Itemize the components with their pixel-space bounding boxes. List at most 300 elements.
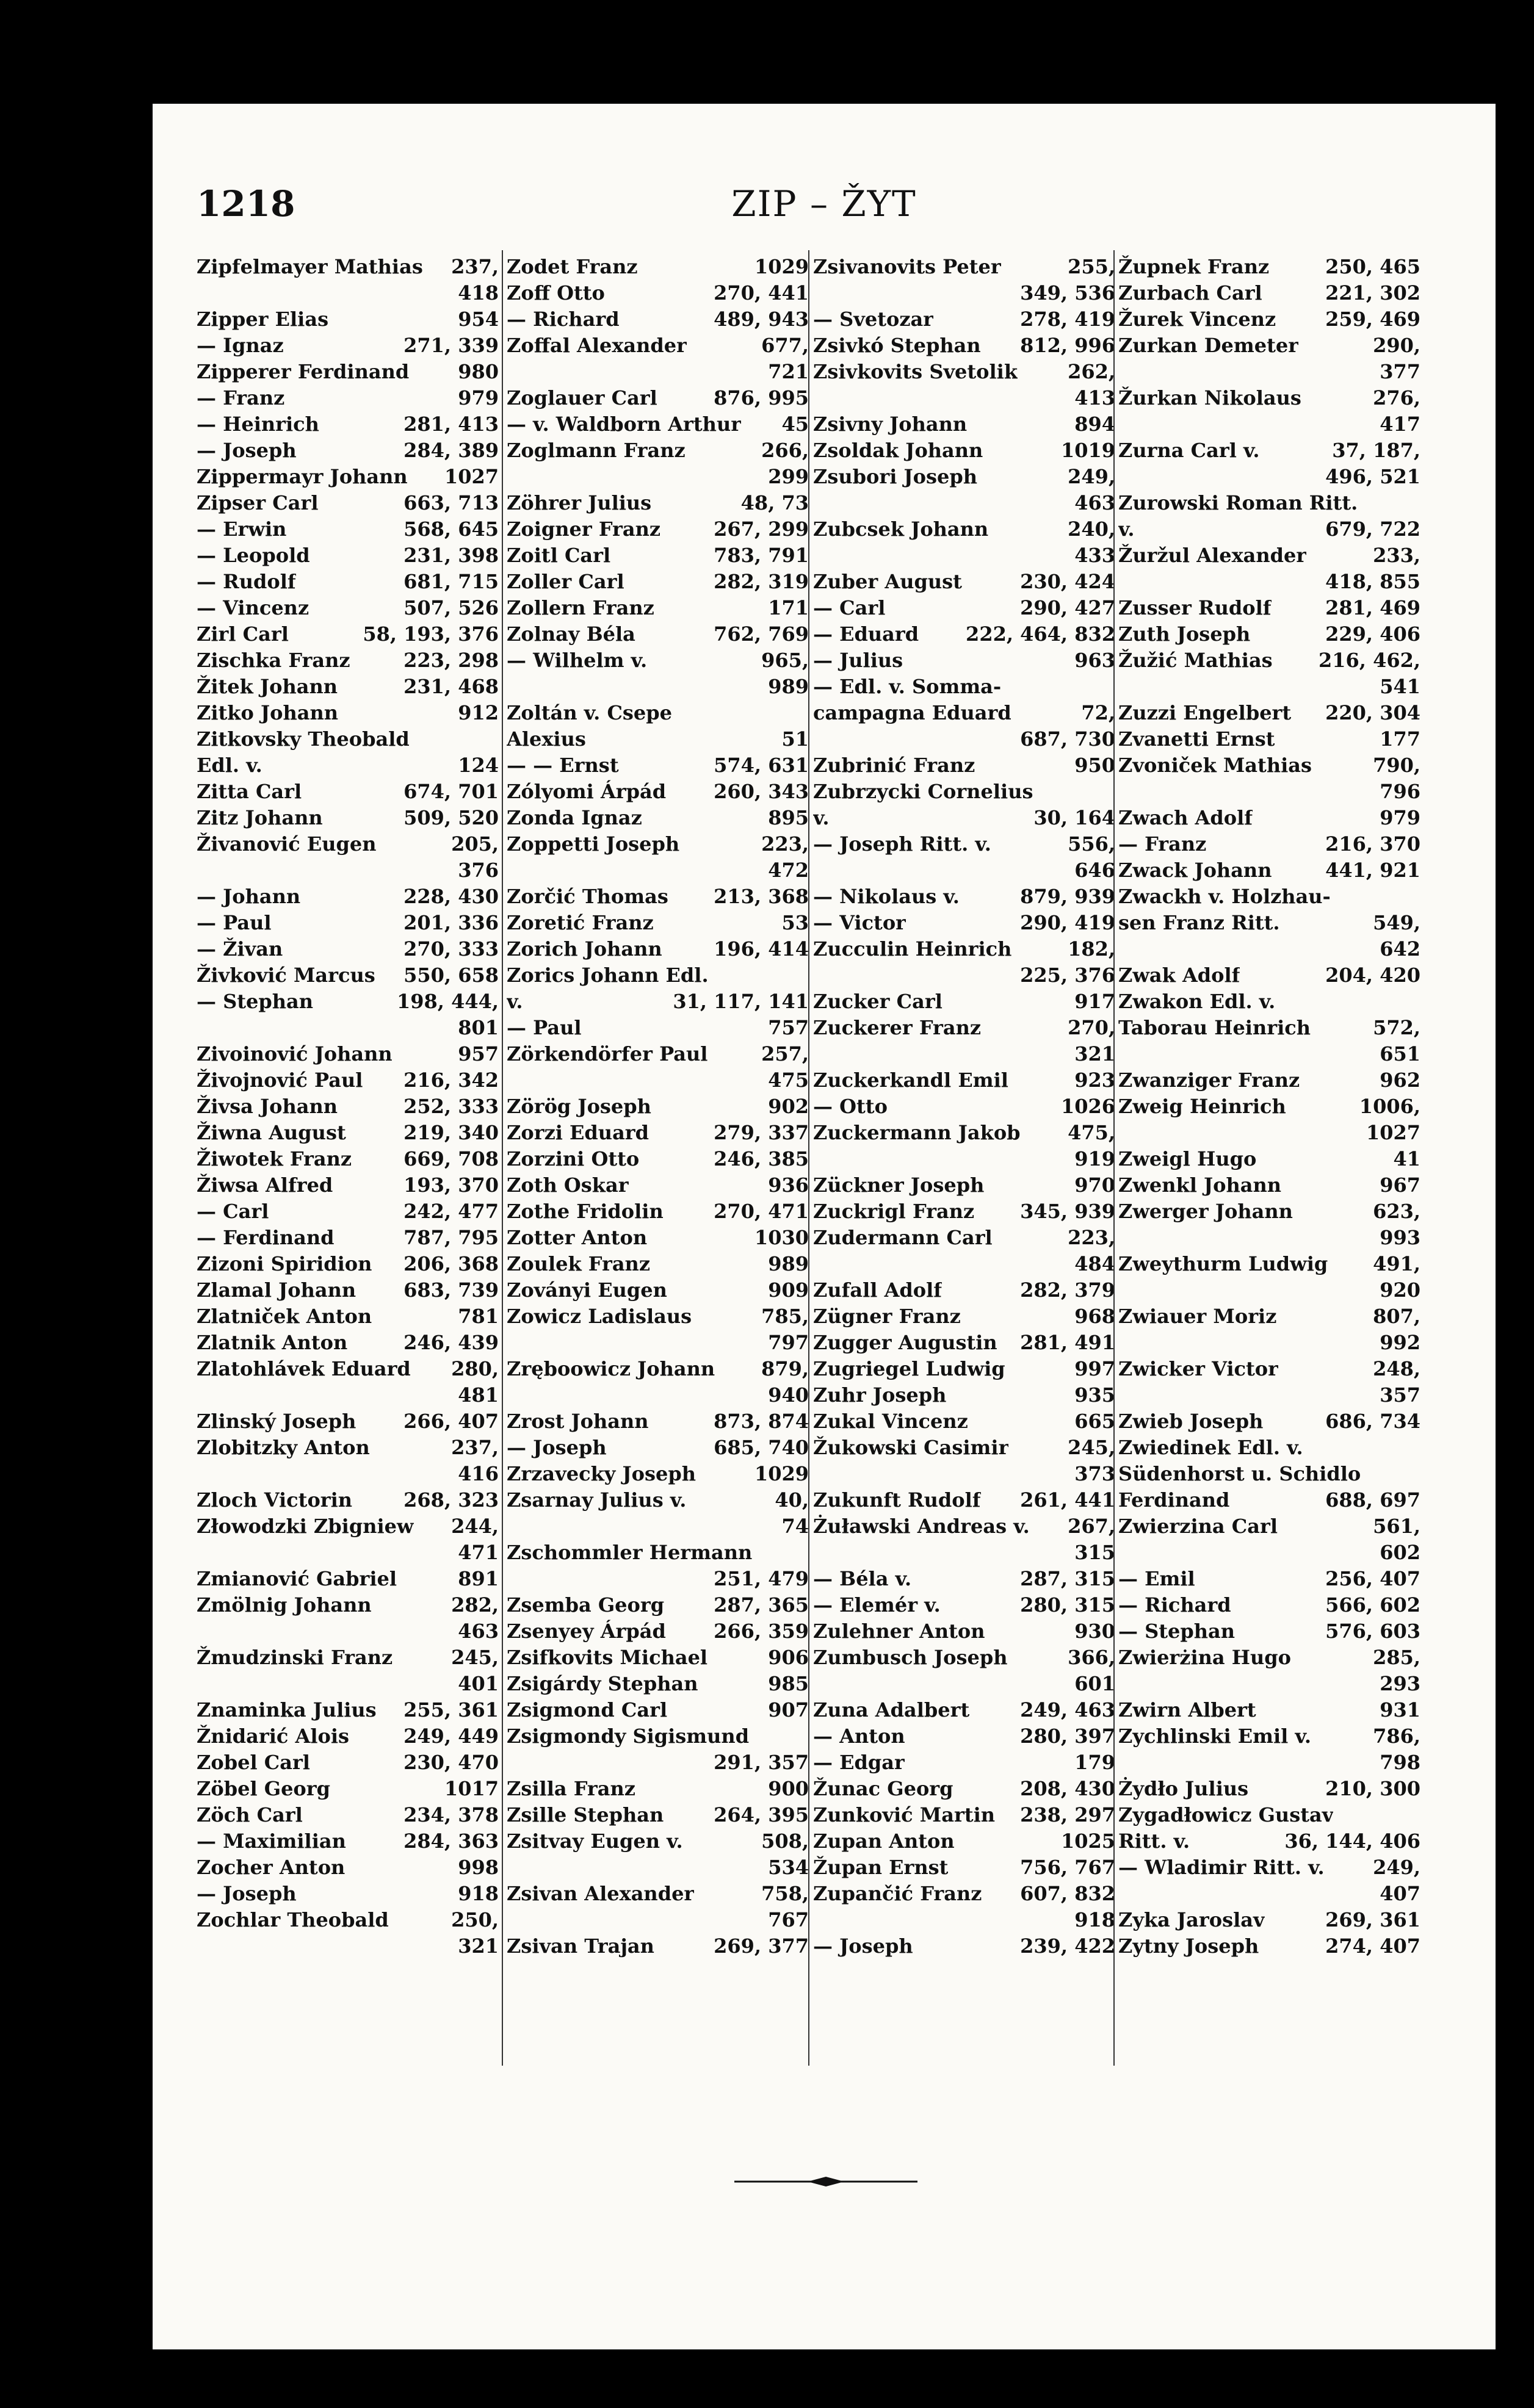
entry-pages: 556, [1068,832,1115,856]
entry-name: Zischka Franz [197,649,350,672]
entry-name: — Leopold [197,544,310,567]
index-entry [813,1933,1115,1959]
entry-pages: 179 [1074,1751,1115,1774]
entry-pages: 918 [1074,1908,1115,1931]
entry-pages: 223, [761,832,809,856]
entry-pages: 252, 333 [403,1095,499,1118]
entry-name: Zipperer Ferdinand [197,360,410,383]
entry-name: Zuckerer Franz [813,1016,982,1039]
entry-pages: 262, [1068,360,1115,383]
index-entry [813,359,1115,385]
index-entry [1118,1277,1420,1303]
entry-name: — Franz [197,386,285,409]
entry-pages: 989 [768,675,809,698]
index-entry [813,779,1115,805]
index-entry [1118,1750,1420,1776]
entry-name: Žuržul Alexander [1118,544,1307,567]
entry-name: Zsivan Alexander [507,1882,695,1905]
entry-pages: 980 [458,360,499,383]
index-entry [1118,674,1420,700]
index-entry [507,1356,809,1382]
entry-pages: 787, 795 [403,1226,499,1249]
entry-name: Zucculin Heinrich [813,937,1012,961]
index-entry [1118,1802,1420,1828]
index-entry [197,884,499,910]
entry-name: Edl. v. [197,754,262,777]
entry-name: Südenhorst u. Schidlo [1118,1462,1361,1485]
entry-pages: 623, [1373,1200,1420,1223]
index-column-2 [507,254,809,1959]
entry-name: — Joseph Ritt. v. [813,832,991,856]
entry-name: Žunac Georg [813,1777,953,1800]
entry-pages: 37, 187, [1332,439,1420,462]
entry-name: Zollern Franz [507,596,654,619]
entry-pages: 413 [1074,386,1115,409]
index-entry [1118,1251,1420,1277]
entry-name: Zoth Oskar [507,1173,629,1197]
entry-name: Zorzi Eduard [507,1121,649,1144]
entry-pages: 237, [451,255,499,278]
entry-name: Zitz Johann [197,806,323,829]
entry-name: — Joseph [507,1436,607,1459]
index-entry [197,1513,499,1540]
index-entry [813,543,1115,569]
entry-pages: 891 [458,1567,499,1590]
index-entry [1118,1225,1420,1251]
entry-name: Zipser Carl [197,491,319,514]
entry-pages: 285, [1373,1646,1420,1669]
entry-pages: 45 [781,413,809,436]
entry-name: Taborau Heinrich [1118,1016,1311,1039]
entry-name: Zucker Carl [813,990,942,1013]
entry-name: — Stephan [197,990,314,1013]
entry-pages: 357 [1380,1383,1420,1407]
entry-name: — Carl [813,596,886,619]
entry-pages: 279, 337 [714,1121,809,1144]
entry-pages: 276, [1373,386,1420,409]
entry-pages: 433 [1074,544,1115,567]
entry-pages: 377 [1380,360,1420,383]
index-entry [1118,1592,1420,1618]
entry-pages: 935 [1074,1383,1115,1407]
entry-pages: 223, [1068,1226,1115,1249]
entry-name: Zuhr Joseph [813,1383,947,1407]
index-entry [1118,752,1420,779]
entry-name: Žiwna August [197,1121,346,1144]
entry-pages: 681, 715 [403,570,499,593]
entry-pages: 282, 379 [1020,1278,1115,1302]
index-entry [813,1566,1115,1592]
entry-pages: 287, 365 [714,1593,809,1617]
entry-pages: 230, 424 [1020,570,1115,593]
entry-pages: 269, 361 [1325,1908,1420,1931]
entry-pages: 290, 427 [1020,596,1115,619]
index-entry [813,1303,1115,1330]
index-entry [197,1041,499,1067]
entry-pages: 642 [1380,937,1420,961]
entry-name: Zoltán v. Csepe [507,701,673,724]
end-ornament [734,2172,917,2191]
entry-pages: 281, 491 [1020,1331,1115,1354]
entry-pages: 912 [458,701,499,724]
entry-name: — Maximilian [197,1829,346,1853]
entry-pages: 249, [1373,1856,1420,1879]
entry-name: — Vincenz [197,596,309,619]
index-entry [1118,805,1420,831]
entry-pages: 873, 874 [714,1410,809,1433]
entry-name: Zrzavecky Joseph [507,1462,696,1485]
entry-name: — Joseph [197,439,297,462]
index-entry [197,1750,499,1776]
entry-name: Zsilla Franz [507,1777,635,1800]
entry-name: Zufall Adolf [813,1278,942,1302]
entry-pages: 234, 378 [403,1803,499,1826]
entry-name: Zwieb Joseph [1118,1410,1264,1433]
entry-pages: 508, [761,1829,809,1853]
entry-name: — Stephan [1118,1620,1236,1643]
entry-name: Zwierzina Carl [1118,1515,1278,1538]
entry-pages: 1025 [1060,1829,1115,1853]
entry-pages: 985 [768,1672,809,1695]
entry-name: Alexius [507,727,586,751]
index-entry [1118,438,1420,464]
page-number: 1218 [197,183,295,225]
index-entry [507,1828,809,1855]
index-entry [813,1172,1115,1199]
index-entry [1118,595,1420,621]
entry-name: Zsenyey Árpád [507,1620,666,1643]
entry-name: Zorich Johann [507,937,662,961]
index-entry [507,1067,809,1094]
index-entry [813,700,1115,726]
index-entry [813,1408,1115,1435]
entry-pages [1417,884,1420,910]
index-entry [507,1408,809,1435]
index-entry [197,1907,499,1933]
entry-pages: 677, [761,334,809,357]
entry-pages: 260, 343 [714,780,809,803]
entry-pages: 213, 368 [714,885,809,908]
index-entry [197,674,499,700]
entry-name: Zonda Ignaz [507,806,642,829]
entry-name: Zochlar Theobald [197,1908,389,1931]
entry-pages: 993 [1380,1226,1420,1249]
entry-pages: 679, 722 [1325,517,1420,541]
entry-name: — Richard [1118,1593,1231,1617]
index-entry [1118,647,1420,674]
index-entry [507,490,809,516]
index-entry [813,333,1115,359]
entry-pages: 250, 465 [1325,255,1420,278]
index-entry [197,1592,499,1618]
entry-pages: 290, 419 [1020,911,1115,934]
entry-name: Zunković Martin [813,1803,995,1826]
entry-pages: 259, 469 [1325,308,1420,331]
entry-name: Zwanziger Franz [1118,1069,1300,1092]
index-entry [813,595,1115,621]
entry-name: Zmölnig Johann [197,1593,372,1617]
entry-pages: 798 [1380,1751,1420,1774]
index-entry [813,490,1115,516]
index-column-4 [1118,254,1420,1959]
entry-pages: 282, [451,1593,499,1617]
entry-name: Zoványi Eugen [507,1278,667,1302]
entry-pages: 489, 943 [714,308,809,331]
entry-pages: 228, 430 [403,885,499,908]
entry-pages: 249, 449 [403,1725,499,1748]
index-entry [1118,1723,1420,1750]
entry-pages: 812, 996 [1020,334,1115,357]
index-entry [197,1697,499,1723]
entry-name: Zólyomi Árpád [507,780,667,803]
entry-name: Zrost Johann [507,1410,649,1433]
entry-name: Zöhrer Julius [507,491,652,514]
entry-name: Zörög Joseph [507,1095,651,1118]
entry-name: — Wladimir Ritt. v. [1118,1856,1325,1879]
entry-pages: 906 [768,1646,809,1669]
entry-name: Zloch Victorin [197,1488,353,1512]
index-entry [813,1855,1115,1881]
entry-name: Zoulek Franz [507,1252,650,1275]
entry-pages: 967 [1380,1173,1420,1197]
index-entry [813,1750,1115,1776]
index-entry [197,857,499,884]
entry-pages: 223, 298 [403,649,499,672]
index-entry [507,1199,809,1225]
index-entry [197,1015,499,1041]
index-entry [813,621,1115,647]
index-entry [813,569,1115,595]
index-entry [507,647,809,674]
entry-name: Zweythurm Ludwig [1118,1252,1328,1275]
entry-pages: 574, 631 [714,754,809,777]
entry-name: Žmudzinski Franz [197,1646,393,1669]
entry-name: Złowodzki Zbigniew [197,1515,414,1538]
index-entry [197,805,499,831]
entry-name: Zuckrigl Franz [813,1200,975,1223]
entry-name: Zmianović Gabriel [197,1567,397,1590]
index-entry [1118,1828,1420,1855]
entry-pages: 284, 389 [403,439,499,462]
index-entry [507,1015,809,1041]
entry-pages: 210, 300 [1325,1777,1420,1800]
entry-pages: 248, [1373,1357,1420,1380]
entry-pages: 216, 462, [1318,649,1420,672]
entry-name: Zorčić Thomas [507,885,668,908]
entry-name: — Rudolf [197,570,296,593]
entry-pages: 940 [768,1383,809,1407]
entry-name: Zugriegel Ludwig [813,1357,1005,1380]
index-entry [1118,1330,1420,1356]
entry-pages: 900 [768,1777,809,1800]
index-entry [197,569,499,595]
index-entry [197,1330,499,1356]
index-entry [1118,569,1420,595]
index-entry [197,385,499,411]
entry-name: Zoitl Carl [507,544,611,567]
index-entry [1118,857,1420,884]
entry-pages: 879, 939 [1020,885,1115,908]
entry-pages: 245, [1068,1436,1115,1459]
index-entry [507,962,809,989]
entry-name: Zupančić Franz [813,1882,982,1905]
entry-name: Zwenkl Johann [1118,1173,1282,1197]
entry-pages: 568, 645 [403,517,499,541]
entry-pages: 463 [1074,491,1115,514]
entry-name: Zoff Otto [507,281,605,305]
index-entry [1118,1199,1420,1225]
entry-name: — Paul [507,1016,582,1039]
index-entry [197,1933,499,1959]
entry-pages: 196, 414 [714,937,809,961]
index-entry [507,438,809,464]
entry-pages: 534 [768,1856,809,1879]
entry-pages: 222, 464, 832 [966,622,1115,646]
index-column-1 [197,254,499,1959]
page [153,104,1496,2349]
index-entry [507,1566,809,1592]
entry-name: Zubcsek Johann [813,517,989,541]
entry-name: Zörkendörfer Paul [507,1042,708,1065]
entry-name: campagna Eduard [813,701,1011,724]
entry-pages: 602 [1380,1541,1420,1564]
entry-pages: 979 [458,386,499,409]
entry-pages: 270, 471 [714,1200,809,1223]
index-entry [1118,333,1420,359]
index-entry [813,647,1115,674]
entry-pages: 269, 377 [714,1934,809,1958]
index-entry [813,1067,1115,1094]
index-entry [1118,1461,1420,1487]
entry-pages: 687, 730 [1020,727,1115,751]
index-entry [813,516,1115,543]
index-entry [197,1356,499,1382]
column-divider [808,250,809,2066]
entry-name: Zipfelmayer Mathias [197,255,423,278]
index-entry [197,306,499,333]
entry-pages: 876, 995 [714,386,809,409]
entry-name: Zoglmann Franz [507,439,686,462]
entry-name: Zudermann Carl [813,1226,993,1249]
entry-name: — Franz [1118,832,1207,856]
entry-pages: 917 [1074,990,1115,1013]
entry-pages: 894 [1074,413,1115,436]
entry-pages: 205, [451,832,499,856]
entry-pages: 790, [1373,754,1420,777]
entry-name: Zurna Carl v. [1118,439,1260,462]
entry-pages: 238, 297 [1020,1803,1115,1826]
index-entry [197,490,499,516]
index-entry [1118,1618,1420,1645]
index-entry [1118,464,1420,490]
entry-pages: 509, 520 [403,806,499,829]
entry-pages: 266, [761,439,809,462]
entry-name: Zitko Johann [197,701,338,724]
index-entry [813,1513,1115,1540]
entry-pages: 968 [1074,1305,1115,1328]
index-entry [813,1225,1115,1251]
entry-name: — v. Waldborn Arthur [507,413,742,436]
index-entry [813,674,1115,700]
entry-pages: 201, 336 [403,911,499,934]
index-entry [1118,411,1420,438]
entry-pages: 40, [775,1488,809,1512]
entry-pages: 271, 339 [403,334,499,357]
index-entry [197,1067,499,1094]
index-entry [1118,884,1420,910]
index-entry [507,1618,809,1645]
entry-name: Zwerger Johann [1118,1200,1293,1223]
entry-name: Zlatniček Anton [197,1305,372,1328]
entry-pages: 1017 [444,1777,499,1800]
index-entry [197,411,499,438]
entry-name: — Julius [813,649,903,672]
entry-name: Zytny Joseph [1118,1934,1259,1958]
index-entry [507,1671,809,1697]
entry-name: — Otto [813,1095,888,1118]
index-entry [813,1671,1115,1697]
running-head: ZIP – ŽYT [731,183,917,225]
entry-name: Zsivanovits Peter [813,255,1001,278]
index-entry [813,857,1115,884]
entry-name: Zusser Rudolf [1118,596,1272,619]
index-entry [197,595,499,621]
entry-name: — Johann [197,885,301,908]
entry-pages: 646 [1074,859,1115,882]
index-entry [197,333,499,359]
entry-pages: 561, [1373,1515,1420,1538]
entry-name: Zlatohlávek Eduard [197,1357,411,1380]
entry-pages: 257, [761,1042,809,1065]
entry-name: Zorics Johann Edl. [507,964,709,987]
entry-pages: 572, [1373,1016,1420,1039]
index-entry [507,569,809,595]
entry-pages: 72, [1081,701,1115,724]
entry-name: Zowicz Ladislaus [507,1305,692,1328]
entry-name: Zsille Stephan [507,1803,664,1826]
index-entry [197,1120,499,1146]
index-entry [1118,726,1420,752]
entry-pages: 463 [458,1620,499,1643]
index-entry [507,805,809,831]
entry-name: Zitkovsky Theobald [197,727,410,751]
index-entry [1118,1408,1420,1435]
entry-name: Zügner Franz [813,1305,961,1328]
entry-pages: 686, 734 [1325,1410,1420,1433]
index-entry [1118,1487,1420,1513]
entry-name: Zuber August [813,570,962,593]
index-entry [507,936,809,962]
index-entry [507,411,809,438]
index-entry [507,1723,809,1750]
entry-name: Zsubori Joseph [813,465,978,488]
entry-name: Zothe Fridolin [507,1200,664,1223]
entry-pages: 206, 368 [403,1252,499,1275]
entry-name: Zwach Adolf [1118,806,1253,829]
entry-pages: 418 [458,281,499,305]
entry-pages: 270, 441 [714,281,809,305]
entry-pages: 376 [458,859,499,882]
entry-pages: 674, 701 [403,780,499,803]
index-entry [197,700,499,726]
entry-name: Živsa Johann [197,1095,338,1118]
index-entry [507,1697,809,1723]
index-entry [197,779,499,805]
entry-name: v. [507,990,523,1013]
entry-pages [1417,1435,1420,1461]
index-entry [507,1802,809,1828]
index-entry [813,1251,1115,1277]
